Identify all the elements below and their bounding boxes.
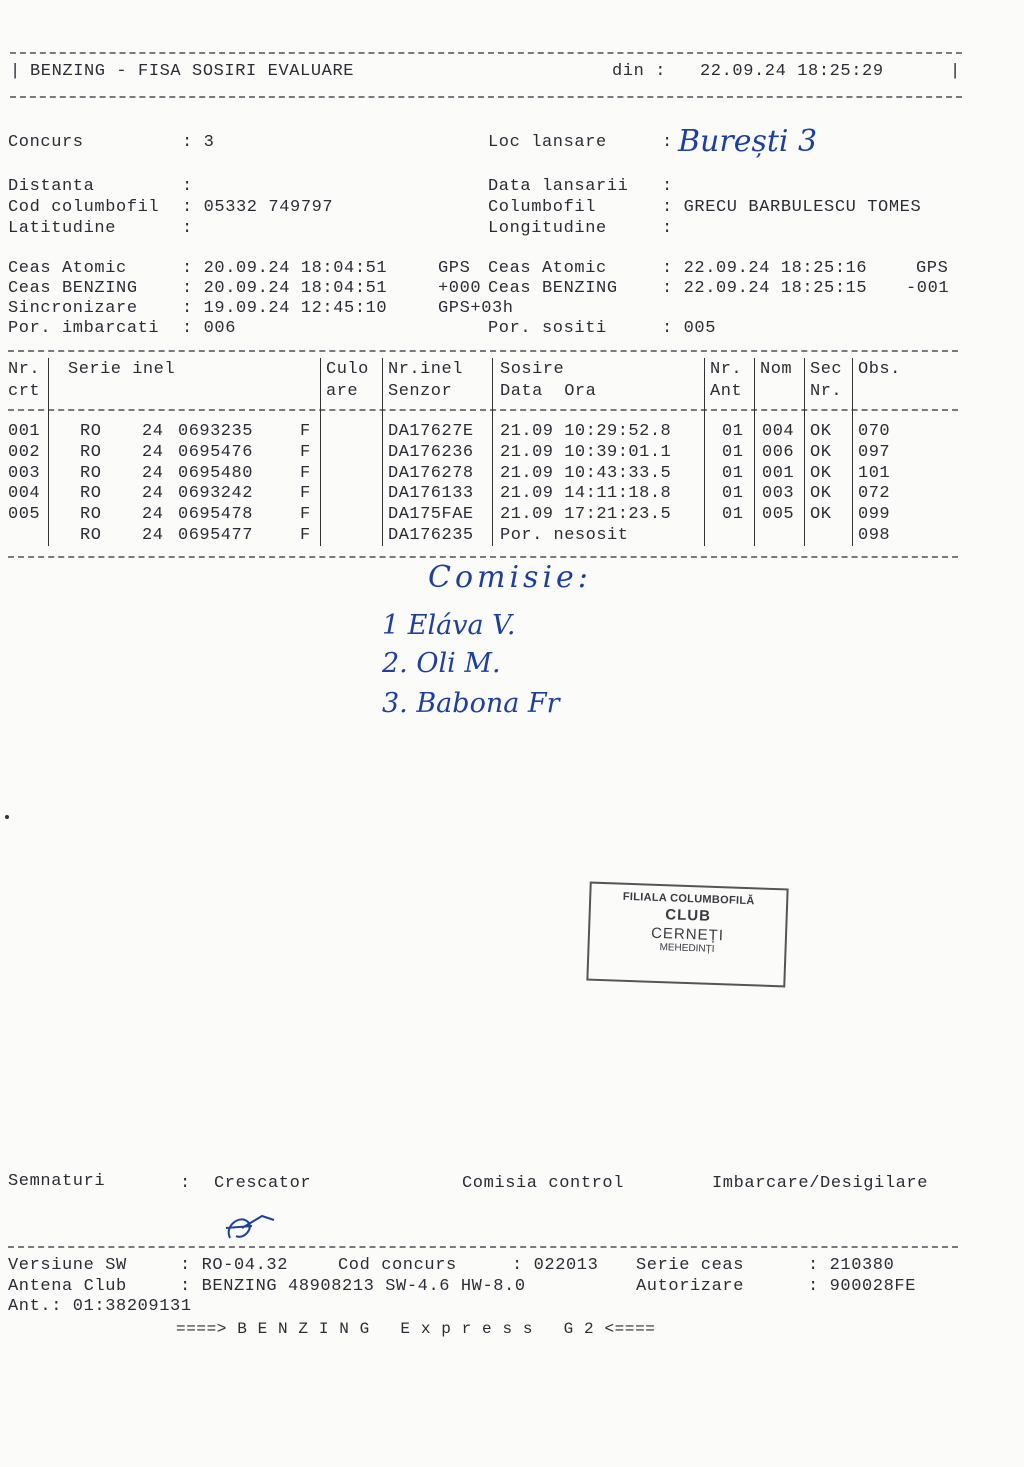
antenna-line: Ant.: 01:38209131: [8, 1297, 192, 1316]
label-por-sositi: Por. sositi: [488, 319, 607, 338]
suffix-ceas-atomic-end: GPS: [916, 259, 949, 278]
table-cell-sex: F: [300, 484, 311, 504]
col-sec-header-2: Nr.: [810, 382, 843, 401]
table-cell-country: RO: [80, 526, 102, 545]
table-cell-country: RO: [80, 505, 102, 525]
table-cell-obs: 101: [858, 463, 891, 483]
table-cell-year: 24: [142, 526, 164, 545]
table-cell-sosire: 21.09 10:39:01.1: [500, 442, 672, 462]
table-cell-ring: 0693242: [178, 484, 253, 504]
table-cell-nr: 002: [8, 442, 41, 462]
label-longitudine: Longitudine: [488, 219, 607, 238]
table-cell-sosire: Por. nesosit: [500, 526, 629, 545]
table-cell-ant: 01: [722, 422, 744, 441]
value-ceas-benzing-end: : 22.09.24 18:25:15: [662, 279, 868, 298]
label-concurs: Concurs: [8, 133, 84, 152]
header-bar-left: |: [10, 62, 21, 81]
table-cell-ring: 0695476: [178, 442, 253, 462]
value-por-imbarcati: : 006: [182, 319, 237, 338]
col-culoare-header: Culo: [326, 360, 369, 379]
table-cell-sec: OK: [810, 463, 832, 483]
value-por-sositi: : 005: [662, 319, 717, 338]
margin-dot: [5, 815, 9, 819]
label-sincronizare: Sincronizare: [8, 299, 138, 318]
table-cell-obs: 099: [858, 505, 891, 525]
table-cell-obs: 072: [858, 484, 891, 504]
value-cod-concurs: : 022013: [512, 1256, 599, 1275]
table-cell-nom: 001: [762, 463, 795, 483]
label-autorizare: Autorizare: [636, 1277, 745, 1296]
suffix-ceas-benzing-start: +000: [438, 279, 482, 298]
table-cell-country: RO: [80, 422, 102, 441]
column-rule: [492, 358, 493, 546]
col-ant-header: Nr.: [710, 360, 743, 379]
value-longitudine: :: [662, 219, 673, 238]
table-cell-ant: 01: [722, 505, 744, 525]
header-bar-right: |: [950, 62, 961, 81]
table-cell-ring: 0695478: [178, 505, 253, 525]
label-ceas-atomic-end: Ceas Atomic: [488, 259, 607, 278]
table-cell-nom: 004: [762, 422, 795, 441]
table-cell-nr: 001: [8, 422, 41, 441]
table-cell-senzor: DA176235: [388, 526, 474, 545]
table-cell-sosire: 21.09 10:43:33.5: [500, 463, 672, 483]
table-cell-obs: 070: [858, 422, 891, 441]
table-cell-obs: 098: [858, 526, 891, 545]
handwritten-member-2: 2. Oli M.: [382, 648, 501, 679]
divider: [8, 409, 958, 411]
value-latitudine: :: [182, 219, 193, 238]
table-cell-year: 24: [142, 422, 164, 441]
divider: [8, 1246, 958, 1248]
label-latitudine: Latitudine: [8, 219, 117, 238]
label-columbofil: Columbofil: [488, 198, 597, 217]
label-ceas-benzing-start: Ceas BENZING: [8, 279, 138, 298]
table-cell-sex: F: [300, 463, 311, 483]
label-data-lansarii: Data lansarii: [488, 177, 629, 196]
table-cell-sec: OK: [810, 505, 832, 525]
table-cell-ring: 0695477: [178, 526, 253, 545]
table-cell-nr: 004: [8, 484, 41, 504]
table-cell-sex: F: [300, 422, 311, 441]
value-sincronizare: : 19.09.24 12:45:10: [182, 299, 388, 318]
handwritten-member-3: 3. Babona Fr: [382, 688, 560, 719]
table-cell-year: 24: [142, 463, 164, 483]
table-cell-ring: 0693235: [178, 422, 253, 441]
stamp-line: FILIALA COLUMBOFILĂ: [622, 890, 755, 908]
table-cell-ring: 0695480: [178, 463, 253, 483]
value-autorizare: : 900028FE: [808, 1277, 917, 1296]
table-cell-year: 24: [142, 505, 164, 525]
table-cell-country: RO: [80, 484, 102, 504]
handwritten-signature: [222, 1208, 282, 1246]
col-senzor-header-2: Senzor: [388, 382, 453, 401]
column-rule: [704, 358, 705, 546]
column-rule: [320, 358, 321, 546]
table-cell-sex: F: [300, 526, 311, 545]
label-loc-lansare: Loc lansare: [488, 133, 607, 152]
suffix-ceas-benzing-end: -001: [906, 279, 950, 298]
table-cell-senzor: DA176133: [388, 484, 474, 504]
handwritten-member-1: 1 Eláva V.: [382, 610, 516, 641]
table-cell-year: 24: [142, 442, 164, 462]
value-serie-ceas: : 210380: [808, 1256, 895, 1275]
signature-imbarcare: Imbarcare/Desigilare: [712, 1174, 929, 1193]
table-cell-sosire: 21.09 10:29:52.8: [500, 422, 672, 441]
table-cell-sec: OK: [810, 422, 832, 441]
column-rule: [754, 358, 755, 546]
signature-crescator: Crescator: [214, 1174, 312, 1193]
stamp-line: CLUB: [665, 906, 712, 925]
value-distanta: :: [182, 177, 193, 196]
value-ceas-atomic-start: : 20.09.24 18:04:51: [182, 259, 388, 278]
table-cell-year: 24: [142, 484, 164, 504]
value-versiune-sw: : RO-04.32: [180, 1256, 289, 1275]
table-cell-nom: 003: [762, 484, 795, 504]
col-nom-header: Nom: [760, 360, 793, 379]
col-nr-header: Nr.: [8, 360, 41, 379]
table-cell-nom: 006: [762, 442, 795, 462]
table-cell-sex: F: [300, 442, 311, 462]
col-serie-header: Serie inel: [68, 360, 176, 379]
table-cell-country: RO: [80, 463, 102, 483]
table-cell-sex: F: [300, 505, 311, 525]
stamp-line: MEHEDINȚI: [659, 942, 715, 955]
value-cod-columbofil: : 05332 749797: [182, 198, 334, 217]
label-ceas-atomic-start: Ceas Atomic: [8, 259, 127, 278]
handwritten-location: Burești 3: [678, 124, 818, 159]
suffix-sincronizare: GPS+03h: [438, 299, 514, 318]
column-rule: [852, 358, 853, 546]
table-cell-senzor: DA17627E: [388, 422, 474, 441]
label-distanta: Distanta: [8, 177, 95, 196]
table-cell-ant: 01: [722, 484, 744, 504]
table-cell-ant: 01: [722, 463, 744, 483]
date-label: din :: [612, 62, 667, 81]
suffix-ceas-atomic-start: GPS: [438, 259, 471, 278]
value-concurs: : 3: [182, 133, 215, 152]
divider: [10, 52, 962, 54]
table-cell-nr: 003: [8, 463, 41, 483]
table-cell-sec: OK: [810, 442, 832, 462]
col-sec-header: Sec: [810, 360, 843, 379]
divider: [8, 556, 958, 558]
stamp-line: CERNEȚI: [650, 924, 725, 945]
value-loc-lansare: :: [662, 133, 673, 152]
col-sosire-header-2: Data Ora: [500, 382, 597, 401]
table-cell-nom: 005: [762, 505, 795, 525]
col-nr-header-2: crt: [8, 382, 41, 401]
date-value: 22.09.24 18:25:29: [700, 62, 884, 81]
column-rule: [804, 358, 805, 546]
col-obs-header: Obs.: [858, 360, 901, 379]
table-cell-obs: 097: [858, 442, 891, 462]
value-ceas-atomic-end: : 22.09.24 18:25:16: [662, 259, 868, 278]
label-antena-club: Antena Club: [8, 1277, 127, 1296]
label-ceas-benzing-end: Ceas BENZING: [488, 279, 618, 298]
brand-line: ====> B E N Z I N G E x p r e s s G 2 <====: [176, 1320, 656, 1338]
divider: [10, 96, 962, 98]
label-por-imbarcati: Por. imbarcati: [8, 319, 160, 338]
table-cell-sosire: 21.09 17:21:23.5: [500, 505, 672, 525]
column-rule: [48, 358, 49, 546]
col-culoare-header-2: are: [326, 382, 359, 401]
page-title: BENZING - FISA SOSIRI EVALUARE: [30, 62, 355, 81]
table-cell-senzor: DA176278: [388, 463, 474, 483]
value-columbofil: : GRECU BARBULESCU TOMES: [662, 198, 922, 217]
label-versiune-sw: Versiune SW: [8, 1256, 127, 1275]
divider: [8, 350, 958, 352]
handwritten-commission-title: Comisie:: [428, 560, 592, 595]
value-ceas-benzing-start: : 20.09.24 18:04:51: [182, 279, 388, 298]
table-cell-country: RO: [80, 442, 102, 462]
label-cod-concurs: Cod concurs: [338, 1256, 457, 1275]
value-antena-club: : BENZING 48908213 SW-4.6 HW-8.0: [180, 1277, 526, 1296]
value-data-lansarii: :: [662, 177, 673, 196]
table-cell-sosire: 21.09 14:11:18.8: [500, 484, 672, 504]
signature-comisia: Comisia control: [462, 1174, 625, 1193]
signatures-label: Semnaturi: [8, 1172, 106, 1191]
table-cell-sec: OK: [810, 484, 832, 504]
table-cell-nr: 005: [8, 505, 41, 525]
label-cod-columbofil: Cod columbofil: [8, 198, 160, 217]
club-stamp: [586, 882, 788, 988]
column-rule: [382, 358, 383, 546]
table-cell-ant: 01: [722, 442, 744, 462]
col-sosire-header: Sosire: [500, 360, 565, 379]
col-ant-header-2: Ant: [710, 382, 743, 401]
col-senzor-header: Nr.inel: [388, 360, 463, 379]
table-cell-senzor: DA175FAE: [388, 505, 474, 525]
label-serie-ceas: Serie ceas: [636, 1256, 745, 1275]
signatures-separator: :: [180, 1174, 191, 1193]
table-cell-senzor: DA176236: [388, 442, 474, 462]
